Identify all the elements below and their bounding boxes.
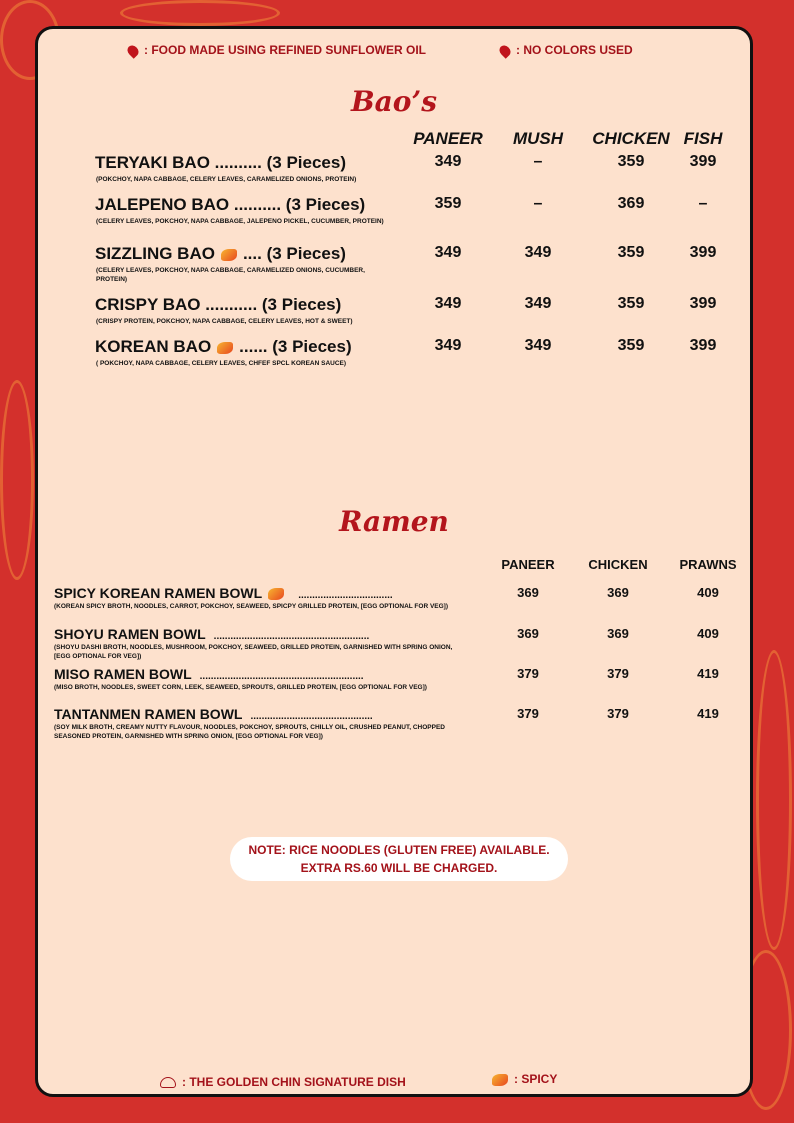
price-mush: – [533, 195, 543, 212]
price-prawns: 409 [697, 626, 719, 641]
item-name: JALEPENO BAO .......... (3 Pieces) [95, 195, 366, 214]
spicy-icon [492, 1074, 508, 1086]
price-chicken: 359 [617, 295, 645, 312]
legend-label: : SPICY [514, 1072, 558, 1086]
price-prawns: 409 [697, 585, 719, 600]
item-name: TERYAKI BAO .......... (3 Pieces) [95, 153, 346, 172]
section-title-bao: Bao’s [351, 85, 437, 118]
price-chicken: 359 [617, 244, 645, 261]
price-fish: – [698, 195, 708, 212]
price-prawns: 419 [697, 706, 719, 721]
legend-colors [500, 43, 633, 57]
legend-label: : THE GOLDEN CHIN SIGNATURE DISH [182, 1075, 406, 1089]
price-chicken: 359 [617, 153, 645, 170]
spicy-icon [221, 249, 237, 261]
price-fish: 399 [689, 244, 717, 261]
item-name-part: ...... (3 Pieces) [239, 337, 352, 356]
price-paneer: 349 [434, 295, 462, 312]
price-mush: 349 [524, 295, 552, 312]
dragon-decoration [756, 650, 792, 950]
item-description: (POKCHOY, NAPA CABBAGE, CELERY LEAVES, CARAMELIZED ONIONS, PROTEIN) [96, 176, 357, 183]
column-header-paneer: PANEER [501, 557, 555, 572]
price-paneer: 379 [517, 666, 539, 681]
price-mush: 349 [524, 337, 552, 354]
note-line: EXTRA RS.60 WILL BE CHARGED. [300, 861, 498, 875]
price-paneer: 349 [434, 337, 462, 354]
price-prawns: 419 [697, 666, 719, 681]
price-paneer: 369 [517, 585, 539, 600]
column-header-paneer: PANEER [413, 129, 483, 148]
legend-spicy [486, 1072, 557, 1086]
item-dots: .................................. [298, 590, 393, 601]
item-name-part: TANTANMEN RAMEN BOWL [54, 706, 243, 722]
legend-label: : FOOD MADE USING REFINED SUNFLOWER OIL [144, 43, 426, 57]
item-name: CRISPY BAO ........... (3 Pieces) [95, 295, 342, 314]
column-header-chicken: CHICKEN [592, 129, 670, 148]
item-description: ( POKCHOY, NAPA CABBAGE, CELERY LEAVES, CHFEF SPCL KOREAN SAUCE) [96, 360, 347, 367]
item-name [54, 666, 364, 682]
item-description: (CRISPY PROTEIN, POKCHOY, NAPA CABBAGE, CELERY LEAVES, HOT & SWEET) [96, 318, 353, 325]
price-chicken: 379 [607, 706, 629, 721]
item-name [95, 337, 352, 357]
item-description: (SHOYU DASHI BROTH, NOODLES, MUSHROOM, POKCHOY, SEAWEED, GRILLED PROTEIN, GARNISHED WITH SPRING ONION, [EGG OPTIONAL FOR VEG]) [54, 644, 453, 661]
item-name-part: KOREAN BAO [95, 337, 212, 356]
item-description: (MISO BROTH, NOODLES, SWEET CORN, LEEK, SEAWEED, SPROUTS, GRILLED PROTEIN, [EGG OPTIONAL FOR VEG]) [54, 684, 427, 691]
price-paneer: 369 [517, 626, 539, 641]
column-header-fish: FISH [683, 129, 723, 148]
item-name-part: SHOYU RAMEN BOWL [54, 626, 206, 642]
menu-panel [35, 26, 753, 1097]
price-paneer: 359 [434, 195, 462, 212]
pin-icon [125, 43, 141, 59]
dragon-decoration [120, 0, 280, 26]
item-name-part: SIZZLING BAO [95, 244, 215, 263]
chef-hat-icon [160, 1077, 176, 1088]
item-name-part: .... (3 Pieces) [242, 244, 346, 263]
note-box [230, 837, 568, 881]
item-name [54, 585, 393, 601]
item-description: (SOY MILK BROTH, CREAMY NUTTY FLAVOUR, NOODLES, POKCHOY, SPROUTS, CHILLY OIL, CRUSHED PEANUT, CHOPPED SEASONED PROTEIN, GARNISHED WITH SPRING ONION, [EGG OPTIONAL FOR VEG]) [54, 724, 445, 741]
price-chicken: 369 [607, 585, 629, 600]
item-description: (CELERY LEAVES, POKCHOY, NAPA CABBAGE, CARAMELIZED ONIONS, CUCUMBER, PROTEIN) [96, 267, 365, 284]
item-name [54, 706, 373, 722]
price-mush: 349 [524, 244, 552, 261]
price-chicken: 379 [607, 666, 629, 681]
item-name [54, 626, 369, 642]
price-mush: – [533, 153, 543, 170]
item-dots: ........................................................ [213, 631, 370, 642]
price-fish: 399 [689, 337, 717, 354]
price-paneer: 349 [434, 153, 462, 170]
pin-icon [497, 43, 513, 59]
item-description: (KOREAN SPICY BROTH, NOODLES, CARROT, POKCHOY, SEAWEED, SPICPY GRILLED PROTEIN, [EGG OPTIONAL FOR VEG]) [54, 603, 449, 610]
price-chicken: 369 [617, 195, 645, 212]
item-name-part: SPICY KOREAN RAMEN BOWL [54, 585, 263, 601]
price-paneer: 379 [517, 706, 539, 721]
dragon-decoration [0, 380, 34, 580]
price-fish: 399 [689, 153, 717, 170]
legend-oil [128, 43, 426, 57]
item-name [95, 244, 346, 264]
spicy-icon [268, 588, 284, 600]
price-chicken: 369 [607, 626, 629, 641]
column-header-chicken: CHICKEN [588, 557, 648, 572]
item-dots: ........................................................... [199, 671, 364, 682]
item-name-part: MISO RAMEN BOWL [54, 666, 192, 682]
column-header-prawns: PRAWNS [679, 557, 737, 572]
legend-signature [160, 1075, 406, 1089]
spicy-icon [217, 342, 233, 354]
column-header-mush: MUSH [512, 129, 564, 148]
section-title-ramen: Ramen [339, 505, 449, 538]
price-paneer: 349 [434, 244, 462, 261]
item-description: (CELERY LEAVES, POKCHOY, NAPA CABBAGE, JALEPENO PICKEL, CUCUMBER, PROTEIN) [96, 218, 384, 225]
note-line: NOTE: RICE NOODLES (GLUTEN FREE) AVAILABLE. [248, 843, 550, 857]
price-fish: 399 [689, 295, 717, 312]
item-dots: ............................................ [250, 711, 373, 722]
legend-label: : NO COLORS USED [516, 43, 633, 57]
price-chicken: 359 [617, 337, 645, 354]
